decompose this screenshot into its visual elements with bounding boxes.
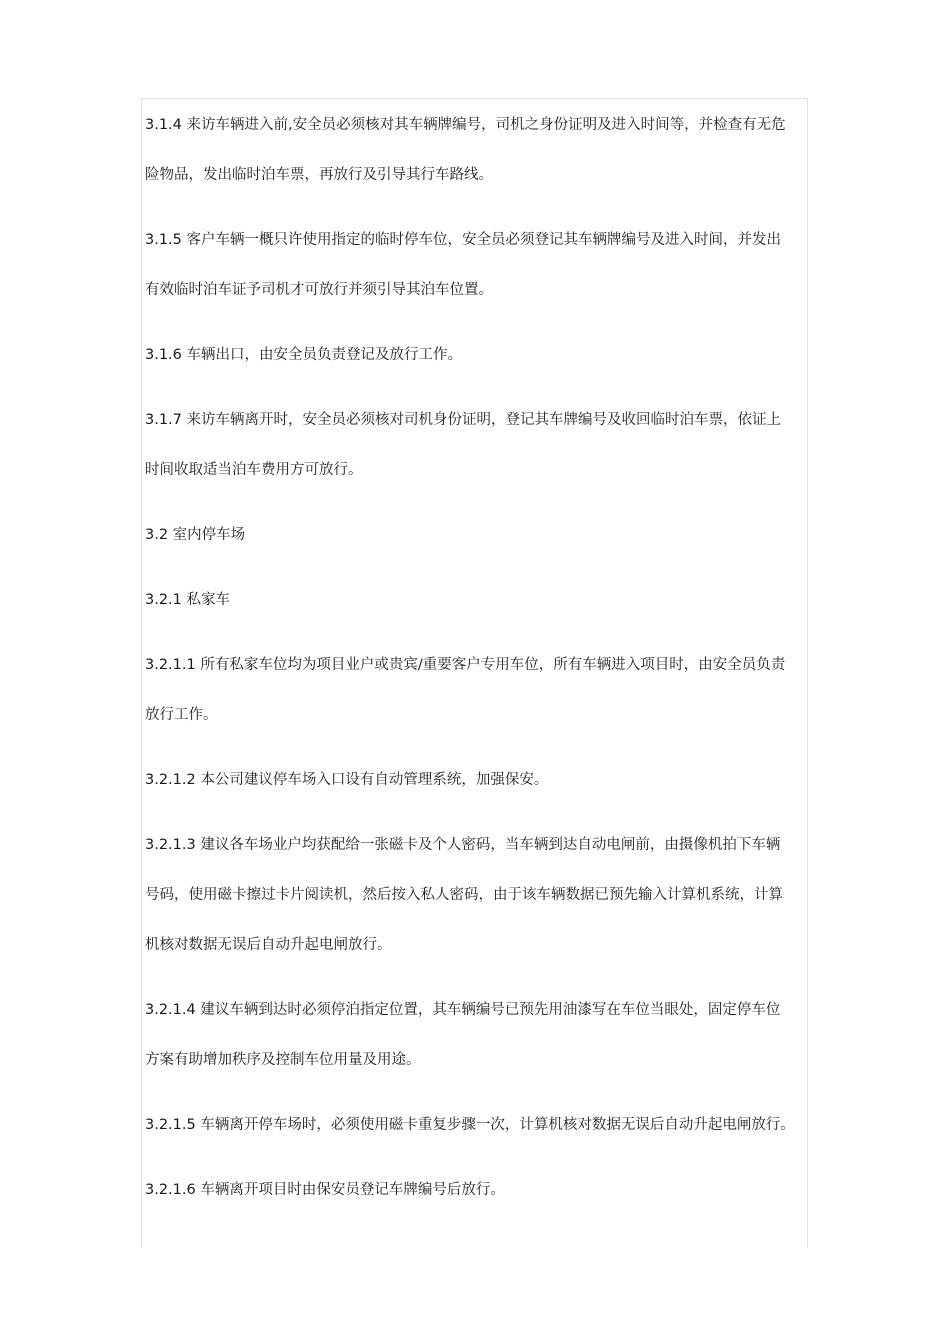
section-3-2-heading: 3.2 室内停车场 [145,527,246,543]
clause-3-2-1-4-line-1: 3.2.1.4 建议车辆到达时必须停泊指定位置，其车辆编号已预先用油漆写在车位当眼处，固定停车位 [145,1002,781,1018]
clause-3-2-1-3-line-3: 机核对数据无误后自动升起电闸放行。 [145,937,392,953]
clause-3-1-5-line-1: 3.1.5 客户车辆一概只许使用指定的临时停车位，安全员必须登记其车辆牌编号及进入时间，并发出 [145,232,781,248]
clause-3-1-5-line-2: 有效临时泊车证予司机才可放行并须引导其泊车位置。 [145,282,493,298]
clause-3-2-1-5: 3.2.1.5 车辆离开停车场时，必须使用磁卡重复步骤一次，计算机核对数据无误后自动升起电闸放行。 [145,1117,795,1133]
clause-3-2-1-4-line-2: 方案有助增加秩序及控制车位用量及用途。 [145,1052,421,1068]
clause-3-2-1-1-line-2: 放行工作。 [145,707,218,723]
clause-3-2-1-3-line-1: 3.2.1.3 建议各车场业户均获配给一张磁卡及个人密码，当车辆到达自动电闸前，由摄像机拍下车辆 [145,837,781,853]
clause-3-1-7-line-1: 3.1.7 来访车辆离开时，安全员必须核对司机身份证明，登记其车牌编号及收回临时泊车票，依证上 [145,412,781,428]
clause-3-2-1-2: 3.2.1.2 本公司建议停车场入口设有自动管理系统，加强保安。 [145,772,549,788]
clause-3-1-7-line-2: 时间收取适当泊车费用方可放行。 [145,462,363,478]
clause-3-1-4-line-1: 3.1.4 来访车辆进入前,安全员必须核对其车辆牌编号，司机之身份证明及进入时间等，并检查有无危 [145,117,786,133]
clause-3-2-1-3-line-2: 号码，使用磁卡擦过卡片阅读机，然后按入私人密码，由于该车辆数据已预先输入计算机系统，计算 [145,887,783,903]
clause-3-1-4-line-2: 险物品，发出临时泊车票，再放行及引导其行车路线。 [145,167,493,183]
section-3-2-1-heading: 3.2.1 私家车 [145,592,231,608]
clause-3-2-1-1-line-1: 3.2.1.1 所有私家车位均为项目业户或贵宾/重要客户专用车位，所有车辆进入项目时，由安全员负责 [145,657,786,673]
clause-3-1-6: 3.1.6 车辆出口，由安全员负责登记及放行工作。 [145,347,463,363]
clause-3-2-1-6: 3.2.1.6 车辆离开项目时由保安员登记车牌编号后放行。 [145,1182,505,1198]
